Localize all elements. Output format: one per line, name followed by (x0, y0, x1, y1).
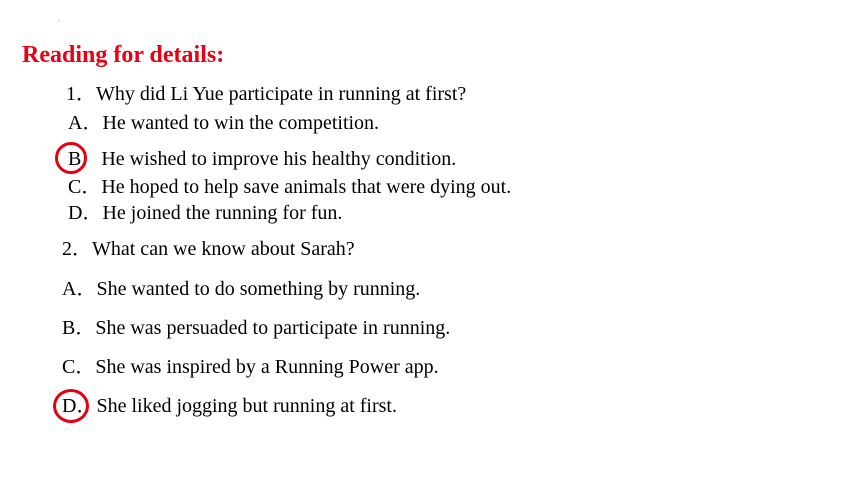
option-text: She was persuaded to participate in running. (95, 317, 451, 339)
option-text: She wanted to do something by running. (96, 278, 421, 300)
q2-option-d (62, 394, 397, 418)
option-text: She was inspired by a Running Power app. (95, 356, 439, 378)
dot-mark: . (58, 14, 60, 23)
question-number: 1． (66, 83, 96, 105)
question-2 (62, 237, 355, 261)
q1-option-d (68, 201, 342, 225)
option-letter: C． (62, 356, 96, 378)
option-text: He joined the running for fun. (102, 202, 343, 224)
q2-option-c (62, 355, 439, 379)
option-letter: D． (68, 202, 103, 224)
option-text: He wanted to win the competition. (102, 112, 380, 134)
option-letter: C． (68, 176, 102, 198)
q1-option-a (68, 111, 379, 135)
option-letter: A． (62, 278, 97, 300)
question-text: Why did Li Yue participate in running at first? (96, 83, 467, 105)
answer-circle-q2 (53, 389, 89, 423)
option-text: She liked jogging but running at first. (96, 395, 397, 417)
answer-circle-q1 (55, 142, 87, 174)
section-title: Reading for details: (22, 42, 225, 68)
q2-option-a (62, 277, 420, 301)
question-1 (66, 82, 466, 106)
option-letter: A． (68, 112, 103, 134)
option-text: He hoped to help save animals that were dying out. (101, 176, 512, 198)
q2-option-b (62, 316, 450, 340)
option-letter: D． (62, 395, 97, 417)
question-text: What can we know about Sarah? (92, 238, 355, 260)
q1-option-b (68, 147, 456, 171)
option-letter: B． (68, 148, 102, 170)
question-number: 2． (62, 238, 92, 260)
q1-option-c (68, 175, 511, 199)
option-letter: B． (62, 317, 96, 339)
option-text: He wished to improve his healthy condition. (101, 148, 457, 170)
